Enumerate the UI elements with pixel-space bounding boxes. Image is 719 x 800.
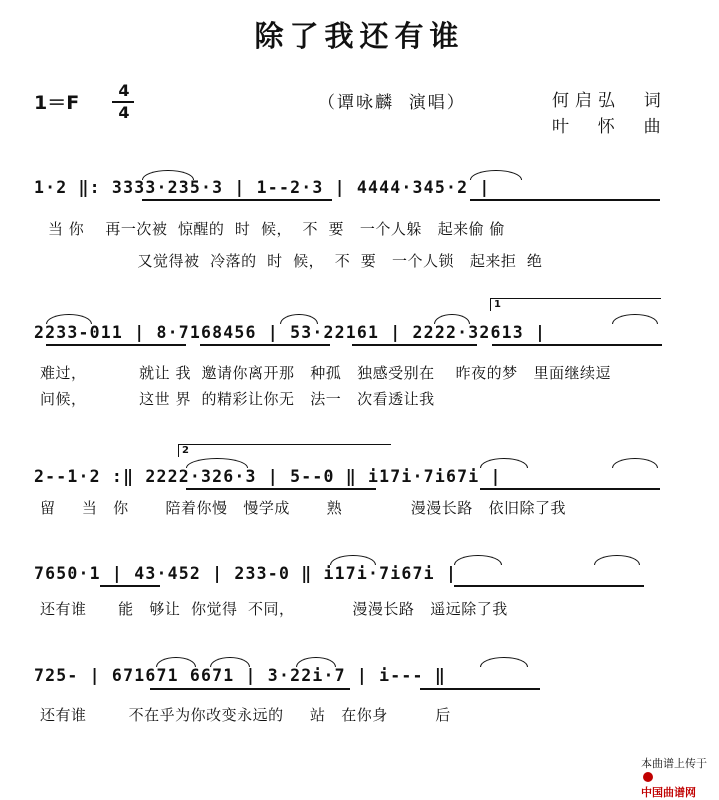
underline-beam bbox=[186, 488, 376, 490]
slur bbox=[480, 657, 528, 667]
score-row-1-notes: 1·2 ‖: 3333·235·3 | 1--2·3 | 4444·345·2 | bbox=[34, 178, 491, 197]
underline-beam bbox=[352, 344, 477, 346]
slur bbox=[612, 458, 658, 468]
slur bbox=[46, 314, 92, 324]
slur bbox=[480, 458, 528, 468]
score-row-5-notes: 725- | 671671 6671 | 3·22i·7 | i--- ‖ bbox=[34, 666, 446, 685]
footer-brand[interactable]: 中国曲谱网 bbox=[641, 786, 696, 799]
slur bbox=[280, 314, 318, 324]
underline-beam bbox=[492, 344, 662, 346]
score-row-1-lyric-2: 又觉得被 冷落的 时 候， 不 要 一个人锁 起来拒 绝 bbox=[48, 252, 543, 270]
singer-credit: （谭咏麟 演唱） bbox=[318, 93, 466, 113]
score-row-3-lyric-1: 留 当 你 陪着你慢 慢学成 熟 漫漫长路 依旧除了我 bbox=[40, 499, 566, 517]
slur bbox=[594, 555, 640, 565]
volta-bracket-1 bbox=[490, 298, 661, 311]
volta-number-1: 1 bbox=[494, 299, 501, 310]
underline-beam bbox=[200, 344, 330, 346]
score-row-4-notes: 7650·1 | 43·452 | 233-0 ‖ i17i·7i67i | bbox=[34, 564, 458, 583]
underline-beam bbox=[480, 488, 660, 490]
slur bbox=[296, 657, 336, 667]
slur bbox=[470, 170, 522, 180]
underline-beam bbox=[420, 688, 540, 690]
slur bbox=[612, 314, 658, 324]
underline-beam bbox=[470, 199, 660, 201]
site-logo-icon bbox=[643, 772, 653, 782]
slur bbox=[434, 314, 470, 324]
score-row-2-lyric-1: 难过， 就让 我 邀请你离开那 种孤 独感受别在 昨夜的梦 里面继续逗 bbox=[40, 364, 611, 382]
score-row-5-lyric-1: 还有谁 不在乎为你改变永远的 站 在你身 后 bbox=[40, 706, 451, 724]
underline-beam bbox=[454, 585, 644, 587]
volta-number-2: 2 bbox=[182, 445, 189, 456]
composer-credit: 叶 怀 曲 bbox=[552, 117, 667, 137]
slur bbox=[454, 555, 502, 565]
lyricist-credit: 何启弘 词 bbox=[552, 91, 667, 111]
underline-beam bbox=[46, 344, 186, 346]
score-row-3-notes: 2--1·2 :‖ 2222·326·3 | 5--0 ‖ i17i·7i67i | bbox=[34, 467, 502, 486]
slur bbox=[210, 657, 250, 667]
underline-beam bbox=[100, 585, 160, 587]
volta-bracket-2 bbox=[178, 444, 391, 457]
score-row-1-lyric-1: 当 你 再一次被 惊醒的 时 候， 不 要 一个人躲 起来偷 偷 bbox=[48, 220, 505, 238]
underline-beam bbox=[142, 199, 332, 201]
score-row-2-lyric-2: 问候， 这世 界 的精彩让你无 法一 次看透让我 bbox=[40, 390, 435, 408]
slur bbox=[142, 170, 194, 180]
footer-source bbox=[634, 742, 707, 800]
key-signature: 1＝F bbox=[34, 92, 80, 114]
slur bbox=[186, 458, 248, 468]
underline-beam bbox=[150, 688, 350, 690]
time-signature-bottom: 4 bbox=[118, 103, 130, 122]
time-signature-top: 4 bbox=[118, 81, 130, 100]
score-row-4-lyric-1: 还有谁 能 够让 你觉得 不同， 漫漫长路 遥远除了我 bbox=[40, 600, 508, 618]
footer-prefix: 本曲谱上传于 bbox=[641, 757, 707, 770]
slur bbox=[330, 555, 376, 565]
song-title: 除了我还有谁 bbox=[254, 19, 465, 53]
slur bbox=[156, 657, 196, 667]
score-row-2-notes: 2233-011 | 8·7168456 | 53·22161 | 2222·32613 | bbox=[34, 323, 547, 342]
